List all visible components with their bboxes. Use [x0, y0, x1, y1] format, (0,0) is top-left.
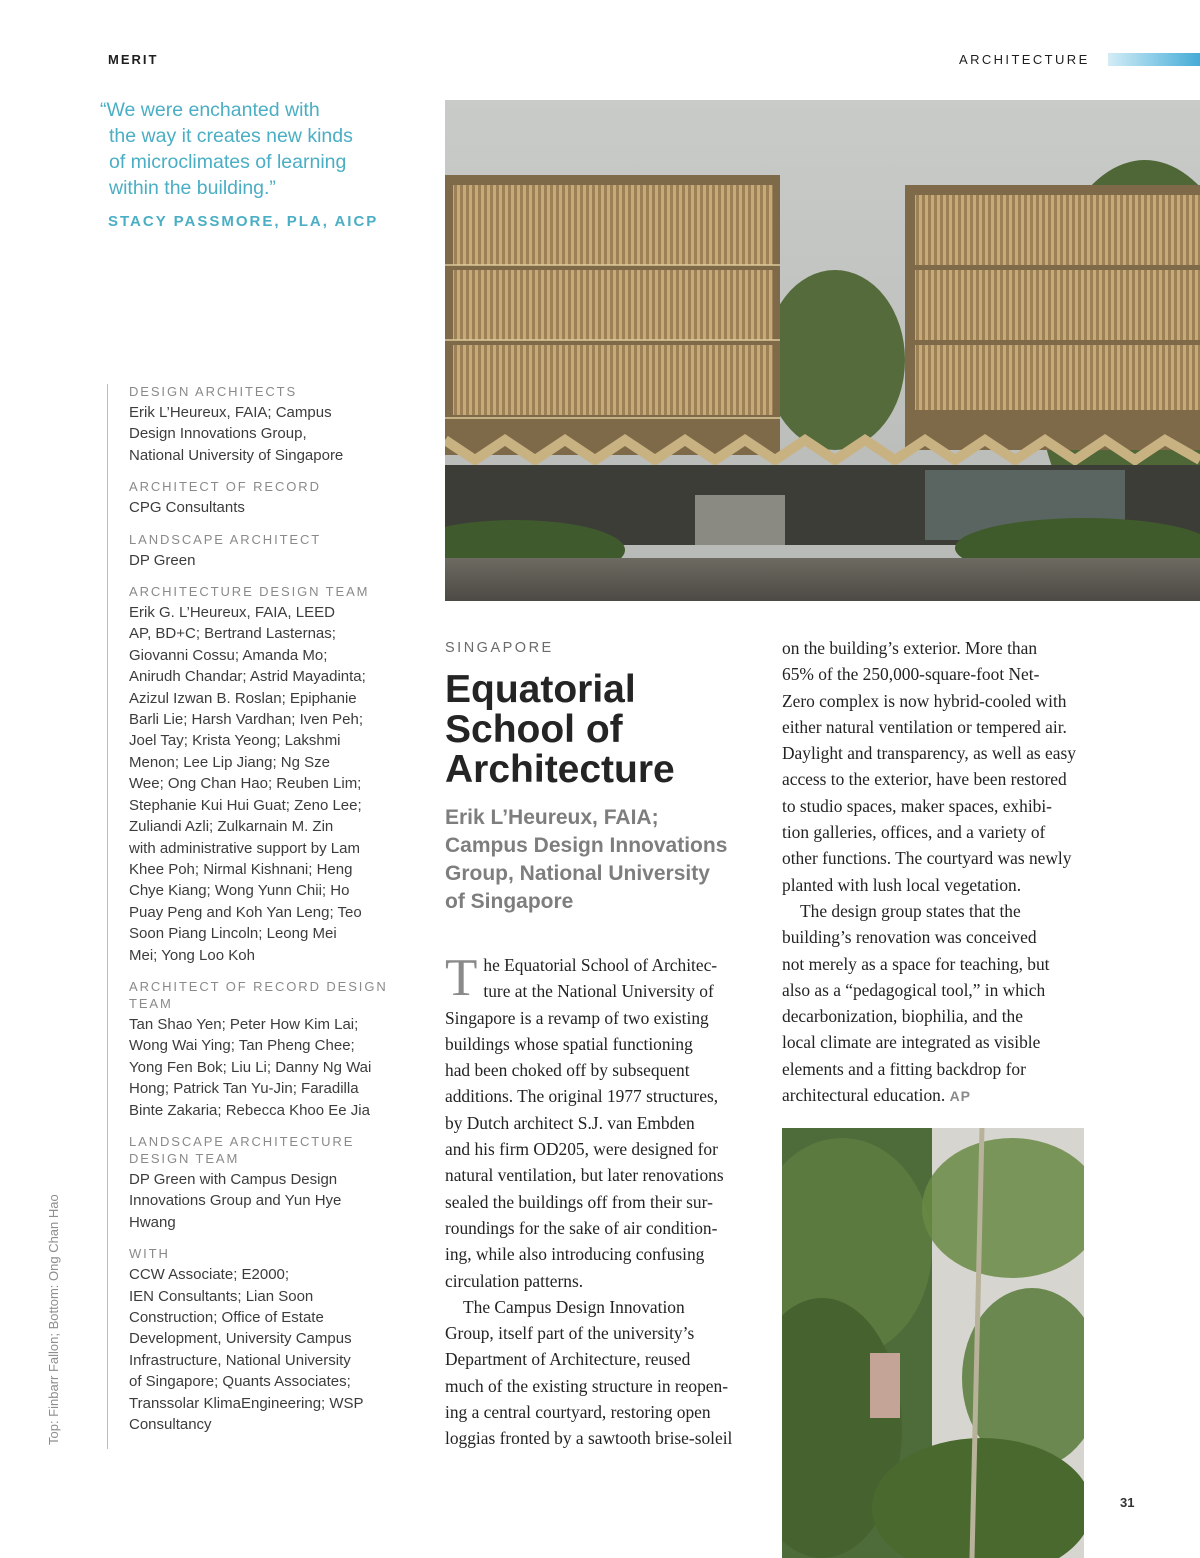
credit-line: Consultancy [129, 1416, 212, 1434]
credit-line: Development, University Campus [129, 1330, 352, 1348]
building-exterior-photo [445, 100, 1200, 601]
credit-names [129, 550, 391, 571]
body-line: access to the exterior, have been restored [782, 769, 1067, 790]
credit-line: Anirudh Chandar; Astrid Mayadinta; [129, 668, 366, 686]
credit-names [129, 1014, 391, 1121]
title-line: School of [445, 708, 623, 751]
article-byline [445, 804, 755, 916]
project-location: SINGAPORE [445, 640, 554, 656]
body-line: much of the existing structure in reopen- [445, 1375, 728, 1396]
body-line: ing, while also introducing confusing [445, 1244, 705, 1265]
credit-line: Stephanie Kui Hui Guat; Zeno Lee; [129, 796, 362, 814]
body-line: sealed the buildings off from their sur- [445, 1191, 713, 1212]
credit-line: Soon Piang Lincoln; Leong Mei [129, 925, 337, 943]
credit-line: IEN Consultants; Lian Soon [129, 1287, 314, 1305]
body-line [782, 1082, 1087, 1108]
credit-label: ARCHITECT OF RECORD [129, 479, 321, 495]
credit-line: Chye Kiang; Wong Yunn Chii; Ho [129, 882, 350, 900]
body-line: 65% of the 250,000-square-foot Net- [782, 664, 1040, 685]
byline-line: of Singapore [445, 890, 574, 913]
body-line: elements and a fitting backdrop for [782, 1058, 1026, 1079]
credit-line: Construction; Office of Estate [129, 1309, 324, 1326]
credit-names [129, 1169, 391, 1233]
credit-line: Puay Peng and Koh Yan Leng; Teo [129, 903, 362, 921]
credit-line: Joel Tay; Krista Yeong; Lakshmi [129, 732, 341, 750]
credit-line: Hwang [129, 1213, 176, 1231]
credits-divider [107, 384, 108, 1449]
category-accent-bar [1108, 53, 1200, 66]
quote-line: the way it creates new kinds [109, 125, 353, 147]
credit-line: Erik G. L’Heureux, FAIA, LEED [129, 604, 335, 622]
credit-line: Transsolar KlimaEngineering; WSP [129, 1394, 364, 1412]
article-body-column-2 [782, 635, 1087, 1108]
credit-block [129, 1245, 391, 1435]
body-line: local climate are integrated as visible [782, 1032, 1041, 1053]
credit-line: Hong; Patrick Tan Yu-Jin; Faradilla [129, 1080, 359, 1098]
body-line: The Campus Design Innovation [463, 1296, 685, 1317]
body-line: other functions. The courtyard was newly [782, 848, 1072, 869]
project-credits [129, 383, 391, 1447]
body-line: building’s renovation was conceived [782, 927, 1037, 948]
body-line: Group, itself part of the university’s [445, 1323, 695, 1344]
credit-line: DP Green with Campus Design [129, 1170, 338, 1188]
body-line: he Equatorial School of Architec- [483, 955, 718, 975]
body-line: ing a central courtyard, restoring open [445, 1402, 711, 1423]
credit-names [129, 402, 391, 466]
byline-line: Campus Design Innovations [445, 834, 728, 857]
body-line: loggias fronted by a sawtooth brise-soleil [445, 1428, 733, 1449]
pull-quote [100, 97, 400, 201]
category-label: ARCHITECTURE [959, 52, 1090, 67]
photo-credit: Top: Finbarr Fallon; Bottom: Ong Chan Hao [46, 1194, 61, 1445]
credit-block [129, 583, 391, 966]
body-text: architectural education. [782, 1085, 946, 1106]
credit-line: Tan Shao Yen; Peter How Kim Lai; [129, 1015, 359, 1033]
body-line: Singapore is a revamp of two existing [445, 1007, 709, 1028]
body-line: additions. The original 1977 structures, [445, 1086, 719, 1107]
credit-line: Giovanni Cossu; Amanda Mo; [129, 646, 328, 664]
credit-line: Binte Zakaria; Rebecca Khoo Ee Jia [129, 1101, 370, 1119]
credit-label: DESIGN ARCHITECTS [129, 384, 298, 399]
credit-line: CPG Consultants [129, 499, 245, 517]
credit-line: Barli Lie; Harsh Vardhan; Iven Peh; [129, 711, 364, 729]
green-facade-photo [782, 1128, 1084, 1558]
title-line: Architecture [445, 748, 675, 791]
credit-line: Khee Poh; Nirmal Kishnani; Heng [129, 860, 353, 878]
credit-line: DP Green [129, 551, 196, 569]
credit-block [129, 383, 391, 466]
credit-line: AP, BD+C; Bertrand Lasternas; [129, 625, 336, 643]
body-line: Department of Architecture, reused [445, 1349, 691, 1370]
byline-line: Group, National University [445, 862, 710, 885]
credit-line: of Singapore; Quants Associates; [129, 1373, 351, 1391]
credit-line: Erik L’Heureux, FAIA; Campus [129, 404, 332, 421]
credit-line: Design Innovations Group, [129, 425, 307, 443]
body-line: natural ventilation, but later renovations [445, 1165, 724, 1186]
credit-line: Azizul Izwan B. Roslan; Epiphanie [129, 689, 357, 707]
article-body-column-1 [445, 949, 745, 1452]
credit-block [129, 531, 391, 571]
credit-block [129, 978, 391, 1121]
credit-names [129, 1264, 391, 1435]
credit-line: Wong Wai Ying; Tan Pheng Chee; [129, 1037, 355, 1055]
quote-author: STACY PASSMORE, PLA, AICP [108, 213, 379, 230]
body-line: The design group states that the [800, 900, 1021, 921]
body-line: and his firm OD205, were designed for [445, 1139, 718, 1160]
credit-line: Innovations Group and Yun Hye [129, 1192, 342, 1210]
credit-label: LANDSCAPE ARCHITECTURE DESIGN TEAM [129, 1133, 355, 1166]
body-line: planted with lush local vegetation. [782, 874, 1022, 895]
credit-block [129, 1133, 391, 1233]
credit-line: Mei; Yong Loo Koh [129, 946, 255, 964]
body-line: by Dutch architect S.J. van Embden [445, 1112, 695, 1133]
quote-line: within the building.” [109, 177, 276, 199]
quote-line: of microclimates of learning [109, 151, 347, 173]
credit-line: Wee; Ong Chan Hao; Reuben Lim; [129, 775, 362, 793]
body-line: not merely as a space for teaching, but [782, 953, 1050, 974]
quote-line: “We were enchanted with [100, 99, 320, 121]
credit-label: WITH [129, 1246, 170, 1262]
end-mark: AP [949, 1088, 972, 1105]
credit-label: ARCHITECTURE DESIGN TEAM [129, 584, 370, 600]
credit-line: Menon; Lee Lip Jiang; Ng Sze [129, 753, 330, 771]
credit-block [129, 478, 391, 518]
body-line: to studio spaces, maker spaces, exhibi- [782, 795, 1052, 816]
credit-names [129, 602, 391, 966]
body-line: Daylight and transparency, as well as easy [782, 743, 1076, 764]
body-line: also as a “pedagogical tool,” in which [782, 979, 1046, 1000]
credit-line: Infrastructure, National University [129, 1351, 351, 1369]
section-label: MERIT [108, 52, 159, 67]
body-line: either natural ventilation or tempered air. [782, 716, 1067, 737]
body-line: circulation patterns. [445, 1270, 584, 1291]
credit-line: CCW Associate; E2000; [129, 1266, 290, 1284]
credit-line: Yong Fen Bok; Liu Li; Danny Ng Wai [129, 1058, 372, 1076]
body-line: decarbonization, biophilia, and the [782, 1006, 1023, 1027]
body-line: tion galleries, offices, and a variety of [782, 822, 1046, 843]
credit-names [129, 497, 391, 518]
body-line: on the building’s exterior. More than [782, 638, 1038, 658]
title-line: Equatorial [445, 668, 636, 711]
body-line: ture at the National University of [483, 981, 714, 1002]
credit-line: Zuliandi Azli; Zulkarnain M. Zin [129, 818, 334, 836]
body-line: buildings whose spatial functioning [445, 1033, 693, 1054]
page-number: 31 [1120, 1495, 1135, 1510]
credit-label: LANDSCAPE ARCHITECT [129, 531, 322, 547]
credit-line: National University of Singapore [129, 446, 344, 464]
body-line: Zero complex is now hybrid-cooled with [782, 690, 1067, 711]
drop-cap: T [445, 949, 478, 1007]
credit-line: with administrative support by Lam [129, 839, 360, 857]
byline-line: Erik L’Heureux, FAIA; [445, 806, 659, 829]
credit-label: ARCHITECT OF RECORD DESIGN TEAM [129, 978, 388, 1011]
body-line: had been choked off by subsequent [445, 1060, 690, 1081]
article-title [445, 670, 765, 790]
body-line: roundings for the sake of air condition- [445, 1217, 718, 1238]
